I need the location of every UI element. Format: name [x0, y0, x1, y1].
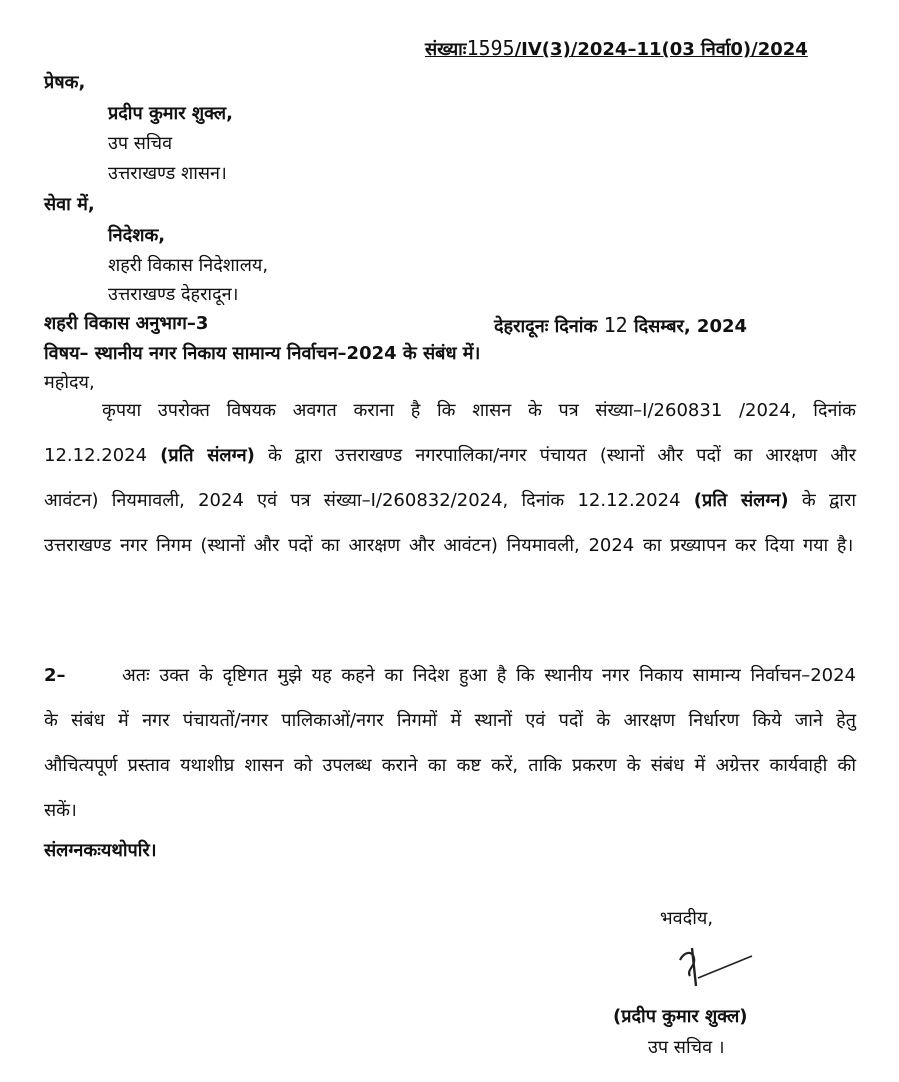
paragraph-2-text: अतः उक्त के दृष्टिगत मुझे यह कहने का निदेश हुआ है कि स्थानीय नगर निकाय सामान्य निर्वाचन–2024 के संबंध में नगर पंचायतों/नगर पालिकाओं/नगर निगमों में स्थानों एवं पदों के आरक्षण निर्धारण किये जाने हेतु औचित्यपूर्ण प्रस्ताव यथाशीघ्र शासन को उपलब्ध कराने का कष्ट करें, ताकि प्रकरण के संबंध में अग्रेत्तर कार्यवाही की सकें।	[44, 665, 856, 821]
closing-designation: उप सचिव ।	[648, 1037, 725, 1058]
paragraph-1-part-1: कृपया उपरोक्त विषयक अवगत कराना है कि शासन के पत्र संख्या–I/260831 /2024, दिनांक 12.12.2024	[44, 400, 856, 466]
recipient-label: सेवा में,	[44, 194, 95, 215]
sender-designation: उप सचिव	[108, 133, 173, 154]
closing-yours: भवदीय,	[660, 908, 714, 929]
enclosure-line: संलग्नकःयथोपरि।	[44, 840, 157, 861]
sender-label: प्रेषक,	[44, 72, 86, 93]
date-prefix: देहरादूनः दिनांक	[494, 316, 598, 337]
letter-date	[494, 313, 747, 338]
closing-name: (प्रदीप कुमार शुक्ल)	[613, 1006, 748, 1027]
reference-label: संख्याः	[425, 39, 467, 60]
handwritten-reference-number: 1595	[466, 36, 515, 60]
recipient-office: शहरी विकास निदेशालय,	[108, 255, 269, 276]
recipient-name: निदेशक,	[108, 225, 166, 246]
sender-name: प्रदीप कुमार शुक्ल,	[108, 103, 233, 124]
paragraph-1	[44, 388, 856, 568]
recipient-place: उत्तराखण्ड देहरादून।	[108, 284, 239, 305]
enclosure-note-1: (प्रति संलग्न)	[160, 445, 255, 466]
handwritten-date-day: 12	[603, 313, 628, 337]
paragraph-2-number: 2–	[44, 665, 66, 686]
date-month-year: दिसम्बर, 2024	[633, 316, 748, 337]
reference-number	[425, 36, 808, 61]
subject-line: विषय– स्थानीय नगर निकाय सामान्य निर्वाचन–2024 के संबंध में।	[44, 343, 481, 364]
salutation: महोदय,	[44, 372, 95, 393]
sender-office: उत्तराखण्ड शासन।	[108, 163, 227, 184]
section-name: शहरी विकास अनुभाग–3	[44, 313, 209, 334]
paragraph-1-part-2: के द्वारा उत्तराखण्ड नगरपालिका/नगर पंचायत (स्थानों और पदों का आरक्षण और आवंटन) नियमावली, 2024 एवं पत्र संख्या–I/260832/2024, दिनांक 12.12.2024	[44, 445, 856, 511]
handwritten-signature	[640, 938, 760, 990]
paragraph-1-part-3: के द्वारा उत्तराखण्ड नगर निगम (स्थानों और पदों का आरक्षण और आवंटन) नियमावली, 2024 का प्रख्यापन कर दिया गया है।	[44, 490, 856, 556]
signature-drawing	[640, 938, 760, 990]
paragraph-2	[44, 653, 856, 833]
reference-code: /IV(3)/2024–11(03 निर्वा0)/2024	[514, 39, 808, 60]
enclosure-note-2: (प्रति संलग्न)	[693, 490, 789, 511]
